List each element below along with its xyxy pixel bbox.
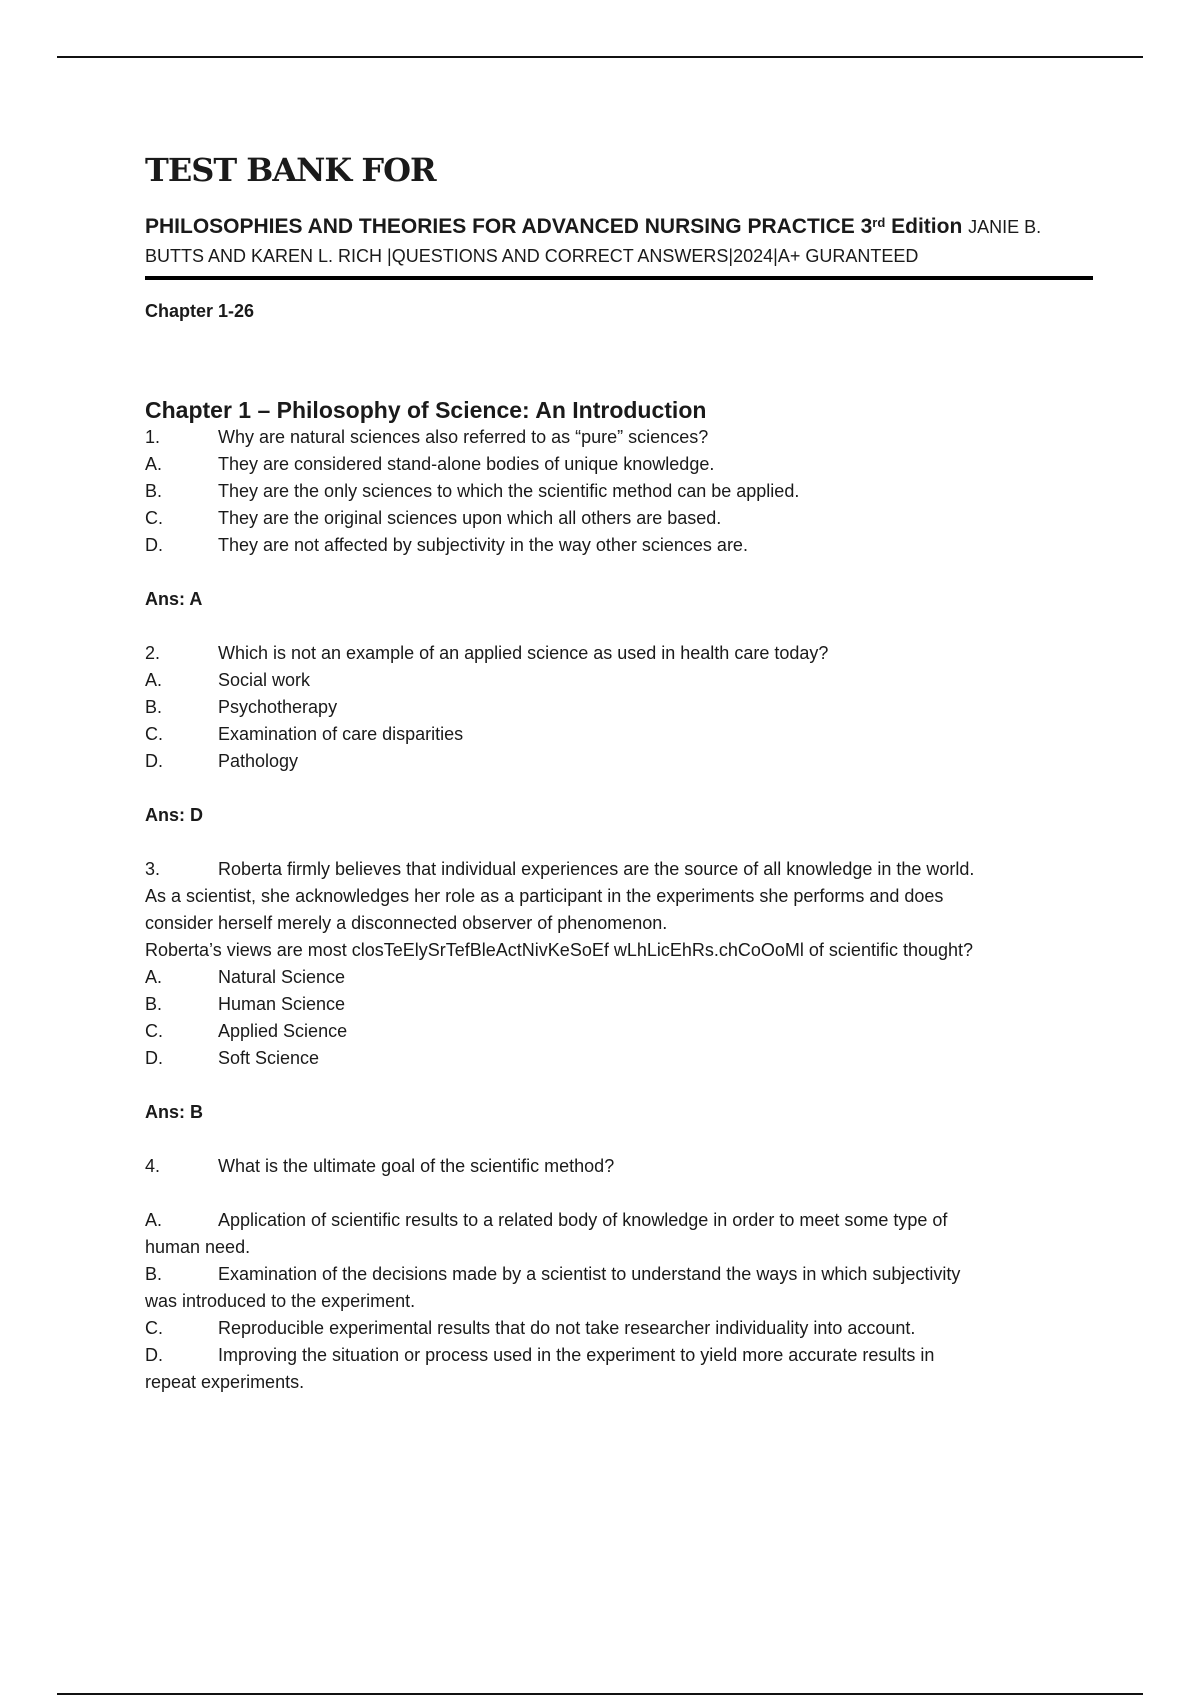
option-d [145, 1045, 1095, 1072]
option-label: D. [145, 1048, 163, 1068]
option-b [145, 1261, 1095, 1288]
option-label: D. [145, 1345, 163, 1365]
question-text-line3: consider herself merely a disconnected observer of phenomenon. [145, 913, 668, 933]
question-1 [145, 424, 1095, 613]
question-text: Why are natural sciences also referred to as “pure” sciences? [218, 427, 709, 447]
option-label: D. [145, 535, 163, 555]
option-text: Application of scientific results to a related body of knowledge in order to meet some type of [218, 1210, 948, 1230]
option-c [145, 721, 1095, 748]
option-text: Psychotherapy [218, 697, 338, 717]
question-stem [145, 424, 1095, 451]
top-rule [57, 56, 1143, 58]
question-stem [145, 1153, 1095, 1180]
question-text: What is the ultimate goal of the scientific method? [218, 1156, 615, 1176]
chapter-heading: Chapter 1 – Philosophy of Science: An Introduction [145, 397, 707, 423]
option-label: B. [145, 481, 163, 501]
question-number: 3. [145, 859, 161, 879]
option-c [145, 1018, 1095, 1045]
option-text: Natural Science [218, 967, 346, 987]
option-a [145, 964, 1095, 991]
option-text: Pathology [218, 751, 299, 771]
option-label: B. [145, 994, 163, 1014]
option-d-continued: repeat experiments. [145, 1372, 305, 1392]
option-text: Human Science [218, 994, 346, 1014]
answer-key: Ans: B [145, 1102, 203, 1122]
option-text: Examination of the decisions made by a scientist to understand the ways in which subjectivity [218, 1264, 961, 1284]
option-label: B. [145, 1264, 163, 1284]
option-text: Soft Science [218, 1048, 320, 1068]
subtitle-edition: Edition [891, 215, 963, 238]
option-b [145, 991, 1095, 1018]
option-a [145, 667, 1095, 694]
option-label: A. [145, 1210, 163, 1230]
header-divider [145, 276, 1093, 280]
option-c [145, 1315, 1095, 1342]
document-body [145, 150, 1095, 1396]
option-a [145, 1207, 1095, 1234]
document-title: TEST BANK FOR [145, 151, 436, 189]
question-number: 4. [145, 1156, 161, 1176]
question-2 [145, 640, 1095, 829]
option-text: Social work [218, 670, 311, 690]
option-text: Reproducible experimental results that do not take researcher individuality into account. [218, 1318, 916, 1338]
option-label: D. [145, 751, 163, 771]
option-label: A. [145, 670, 163, 690]
option-a [145, 451, 1095, 478]
option-label: C. [145, 724, 163, 744]
option-label: C. [145, 1318, 163, 1338]
option-a-continued: human need. [145, 1237, 251, 1257]
option-label: C. [145, 1021, 163, 1041]
question-text-line4: Roberta’s views are most closTeElySrTefBleActNivKeSoEf wLhLicEhRs.chCoOoMl of scientific thought? [145, 940, 974, 960]
option-text: Improving the situation or process used in the experiment to yield more accurate results in [218, 1345, 935, 1365]
subtitle-line2: BUTTS AND KAREN L. RICH |QUESTIONS AND CORRECT ANSWERS|2024|A+ GURANTEED [145, 246, 919, 266]
question-number: 2. [145, 643, 161, 663]
question-3 [145, 856, 1095, 1126]
option-c [145, 505, 1095, 532]
option-b-continued: was introduced to the experiment. [145, 1291, 416, 1311]
subtitle-main: PHILOSOPHIES AND THEORIES FOR ADVANCED NURSING PRACTICE 3 [145, 215, 873, 238]
option-text: They are considered stand-alone bodies of unique knowledge. [218, 454, 715, 474]
answer-key: Ans: A [145, 589, 203, 609]
option-text: They are the original sciences upon which all others are based. [218, 508, 722, 528]
option-text: They are the only sciences to which the scientific method can be applied. [218, 481, 800, 501]
option-label: A. [145, 967, 163, 987]
question-4 [145, 1153, 1095, 1396]
question-stem [145, 856, 1095, 883]
question-text: Which is not an example of an applied science as used in health care today? [218, 643, 829, 663]
option-label: B. [145, 697, 163, 717]
chapter-range: Chapter 1-26 [145, 301, 255, 321]
option-b [145, 694, 1095, 721]
option-d [145, 532, 1095, 559]
option-d [145, 1342, 1095, 1369]
option-label: C. [145, 508, 163, 528]
option-text: Examination of care disparities [218, 724, 464, 744]
option-b [145, 478, 1095, 505]
spacer [145, 1180, 1095, 1207]
question-number: 1. [145, 427, 161, 447]
option-d [145, 748, 1095, 775]
bottom-rule [57, 1693, 1143, 1695]
question-text-line2: As a scientist, she acknowledges her role as a participant in the experiments she performs and does [145, 886, 944, 906]
document-subtitle [145, 212, 1095, 242]
option-text: They are not affected by subjectivity in the way other sciences are. [218, 535, 748, 555]
subtitle-authors-start: JANIE B. [968, 217, 1042, 237]
option-label: A. [145, 454, 163, 474]
answer-key: Ans: D [145, 805, 203, 825]
option-text: Applied Science [218, 1021, 348, 1041]
question-stem [145, 640, 1095, 667]
subtitle-superscript: rd [872, 215, 886, 230]
question-text-line1: Roberta firmly believes that individual experiences are the source of all knowledge in the world. [218, 859, 975, 879]
